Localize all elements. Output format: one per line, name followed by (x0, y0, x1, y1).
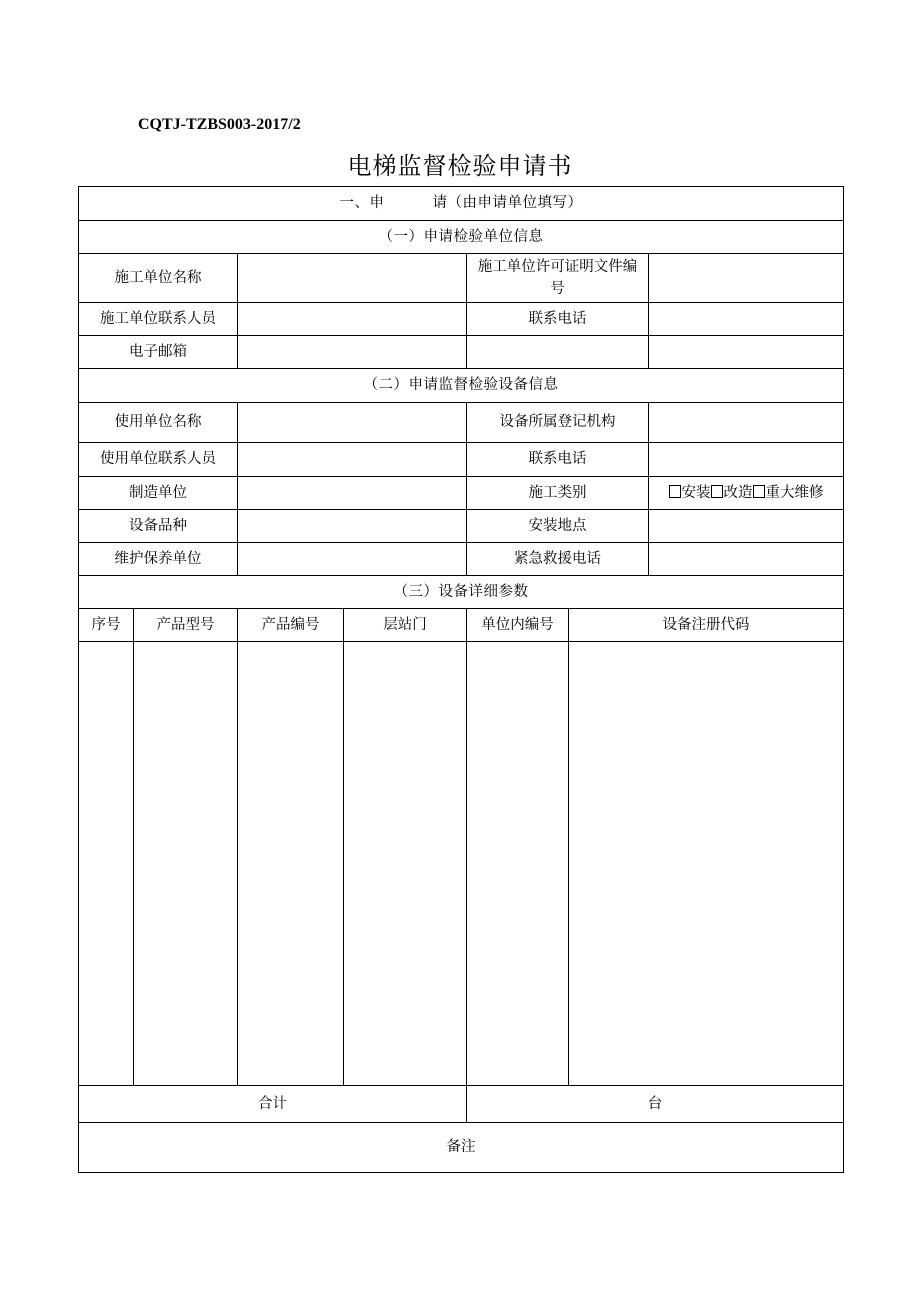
install-location-field[interactable] (649, 510, 844, 543)
install-option-label: 安装 (681, 484, 711, 501)
total-label: 合计 (79, 1086, 467, 1123)
email-label: 电子邮箱 (79, 336, 238, 369)
construction-unit-name-field[interactable] (238, 254, 467, 303)
construction-type-label: 施工类别 (467, 477, 649, 510)
user-phone-field[interactable] (649, 443, 844, 477)
column-header-model: 产品型号 (134, 609, 238, 642)
major-repair-checkbox[interactable] (753, 485, 765, 498)
user-phone-label: 联系电话 (467, 443, 649, 477)
construction-contact-label: 施工单位联系人员 (79, 303, 238, 336)
params-header-row (79, 609, 844, 642)
equipment-variety-label: 设备品种 (79, 510, 238, 543)
registration-authority-field[interactable] (649, 403, 844, 443)
application-heading-prefix: 一、申 (339, 195, 385, 212)
equipment-params-heading: （三）设备详细参数 (79, 576, 844, 609)
construction-contact-field[interactable] (238, 303, 467, 336)
emergency-phone-label: 紧急救援电话 (467, 543, 649, 576)
email-extra-field[interactable] (467, 336, 649, 369)
params-body-row (79, 642, 844, 1086)
manufacturer-label: 制造单位 (79, 477, 238, 510)
user-unit-name-field[interactable] (238, 403, 467, 443)
column-header-internal-number: 单位内编号 (467, 609, 569, 642)
equipment-info-heading: （二）申请监督检验设备信息 (79, 369, 844, 403)
maintenance-unit-field[interactable] (238, 543, 467, 576)
maintenance-unit-label: 维护保养单位 (79, 543, 238, 576)
email-extra-field-2[interactable] (649, 336, 844, 369)
column-header-product-number: 产品编号 (238, 609, 344, 642)
emergency-phone-field[interactable] (649, 543, 844, 576)
application-section-row (79, 187, 844, 221)
license-number-label: 施工单位许可证明文件编号 (467, 254, 649, 303)
construction-phone-field[interactable] (649, 303, 844, 336)
install-location-label: 安装地点 (467, 510, 649, 543)
user-contact-label: 使用单位联系人员 (79, 443, 238, 477)
total-unit-label: 台 (467, 1086, 844, 1123)
remark-label: 备注 (79, 1123, 844, 1173)
model-cell[interactable] (134, 642, 238, 1086)
construction-phone-label: 联系电话 (467, 303, 649, 336)
applicant-info-heading: （一）申请检验单位信息 (79, 221, 844, 254)
registration-authority-label: 设备所属登记机构 (467, 403, 649, 443)
product-number-cell[interactable] (238, 642, 344, 1086)
column-header-floors-stops-doors: 层站门 (344, 609, 467, 642)
floors-stops-doors-cell[interactable] (344, 642, 467, 1086)
application-form-table (78, 186, 844, 1173)
manufacturer-field[interactable] (238, 477, 467, 510)
user-unit-name-label: 使用单位名称 (79, 403, 238, 443)
document-title: 电梯监督检验申请书 (347, 152, 573, 180)
modify-checkbox[interactable] (711, 485, 723, 498)
total-row (79, 1086, 844, 1123)
serial-cell[interactable] (79, 642, 134, 1086)
license-number-field[interactable] (649, 254, 844, 303)
major-repair-option-label: 重大维修 (765, 484, 824, 501)
user-contact-field[interactable] (238, 443, 467, 477)
internal-number-cell[interactable] (467, 642, 569, 1086)
column-header-registration-code: 设备注册代码 (569, 609, 844, 642)
remark-row (79, 1123, 844, 1173)
document-code: CQTJ-TZBS003-2017/2 (138, 116, 301, 133)
application-heading-suffix: 请（由申请单位填写） (432, 195, 583, 212)
registration-code-cell[interactable] (569, 642, 844, 1086)
equipment-variety-field[interactable] (238, 510, 467, 543)
construction-type-options (649, 477, 844, 510)
column-header-serial: 序号 (79, 609, 134, 642)
email-field[interactable] (238, 336, 467, 369)
modify-option-label: 改造 (723, 484, 753, 501)
install-checkbox[interactable] (669, 485, 681, 498)
application-section-heading (79, 187, 844, 221)
construction-unit-name-label: 施工单位名称 (79, 254, 238, 303)
